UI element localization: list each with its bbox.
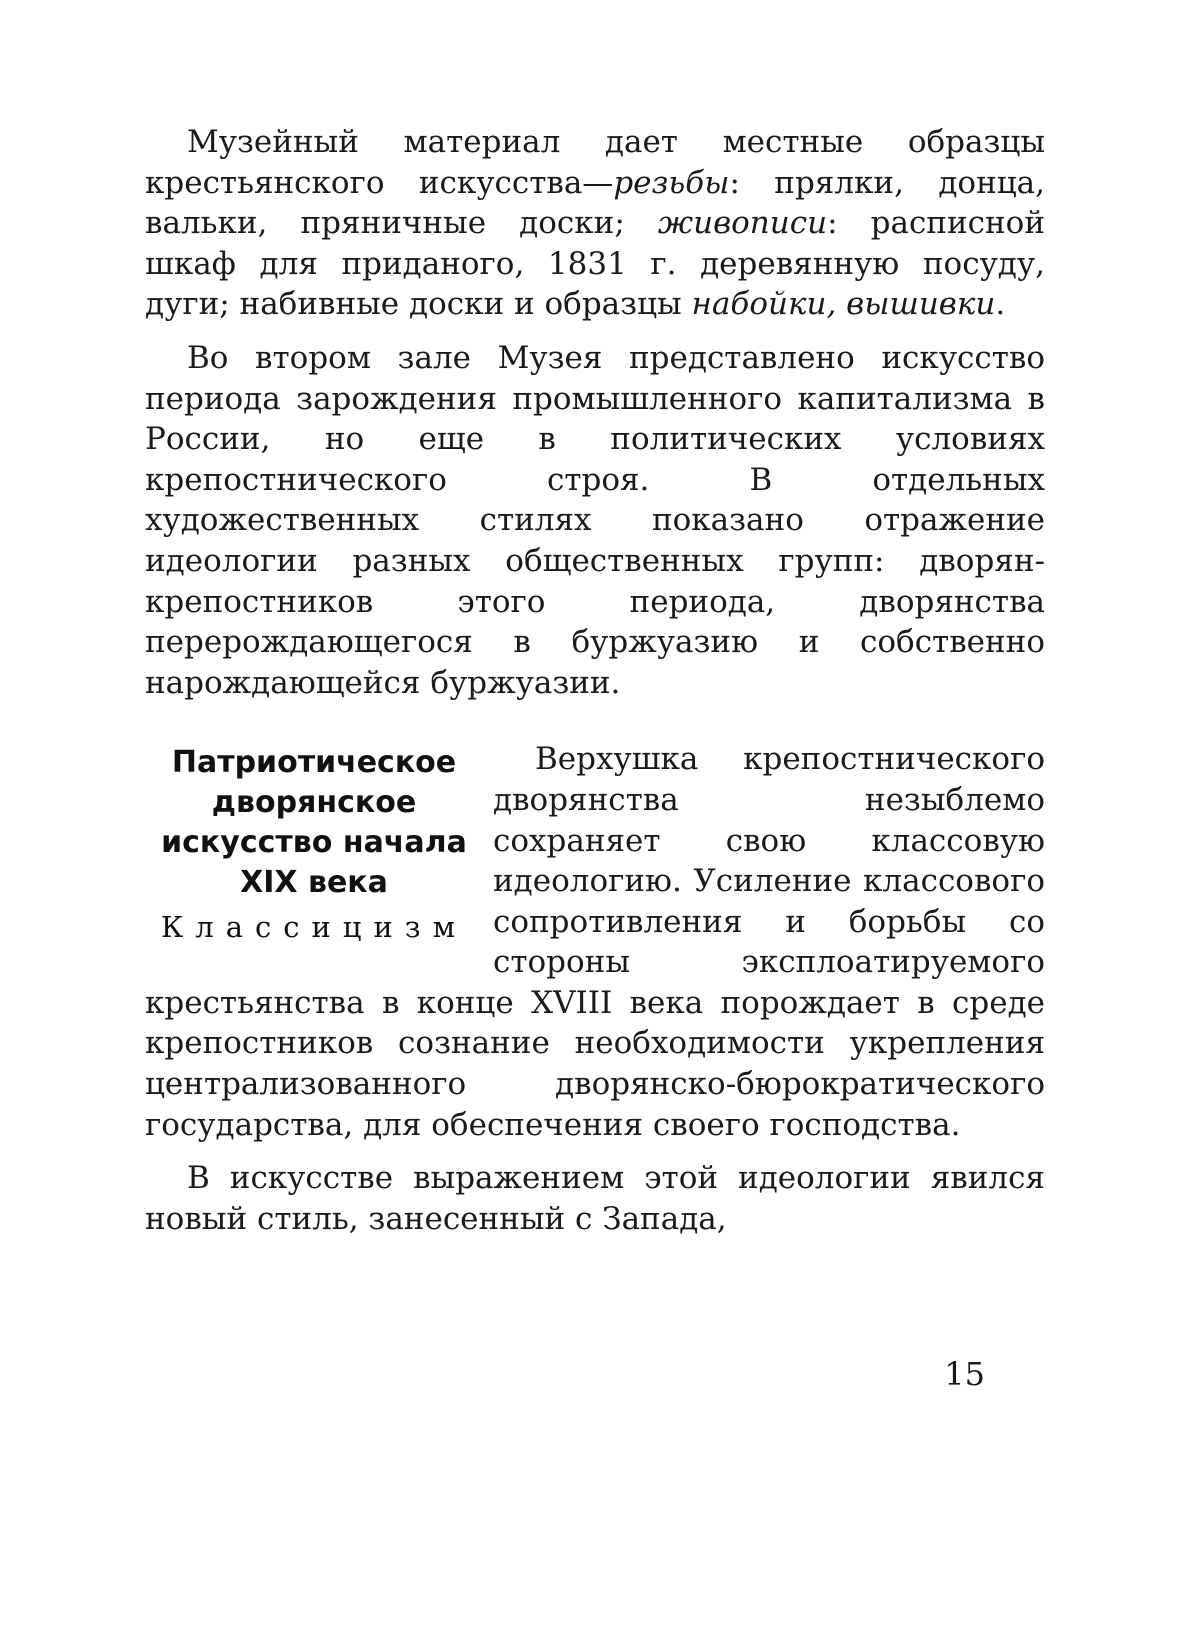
paragraph-text: Музейный материал дает местные образцы крестьянского искусства— [145,124,1045,201]
paragraph-new-style: В искусстве выражением этой идеологии явился новый стиль, занесенный с Запада, [145,1160,1045,1237]
paragraph-text: . [995,286,1006,323]
section-classicism [145,739,1045,1239]
paragraph-second-hall: Во втором зале Музея представлено искусство периода зарождения промышленного капитализма в России, но еще в политических условиях крепостнического строя. В отдельных художественных стилях показано отражение идеологии разных общественных групп: дворян-крепостников этого периода, дворянства перерождающегося в буржуазию и собственно нарождающейся буржуазии. [145,339,1045,701]
paragraph-nobility: Верхушка крепостнического дворянства незыблемо сохраняет свою классовую идеологию. Усиление классового сопротивления и борьбы со стороны эксплоатируемого крестьянства в конце XVIII века порождает в среде крепостников сознание необходимости укрепления централизованного дворянско-бюрократического государства, для обеспечения своего господства. [145,741,1045,1143]
side-heading-subtitle: Классицизм [160,910,468,945]
paragraph-text: : прялки, донца, вальки, пряничные доски; [145,164,1046,242]
paragraph-museum-material [145,122,1045,325]
side-heading [153,743,475,947]
side-heading-title: Патриотическое дворянское искусство начала XIX века [161,745,467,901]
book-page [145,122,1045,1602]
page-number: 15 [944,1355,985,1393]
emphasis-carving: резьбы [613,164,730,201]
paragraph-text: : расписной шкаф для приданого, 1831 г. деревянную посуду, дуги; набивные доски и образцы [145,205,1045,323]
emphasis-printing-embroidery: набойки, вышивки [691,286,996,323]
emphasis-painting: живописи [657,205,828,242]
